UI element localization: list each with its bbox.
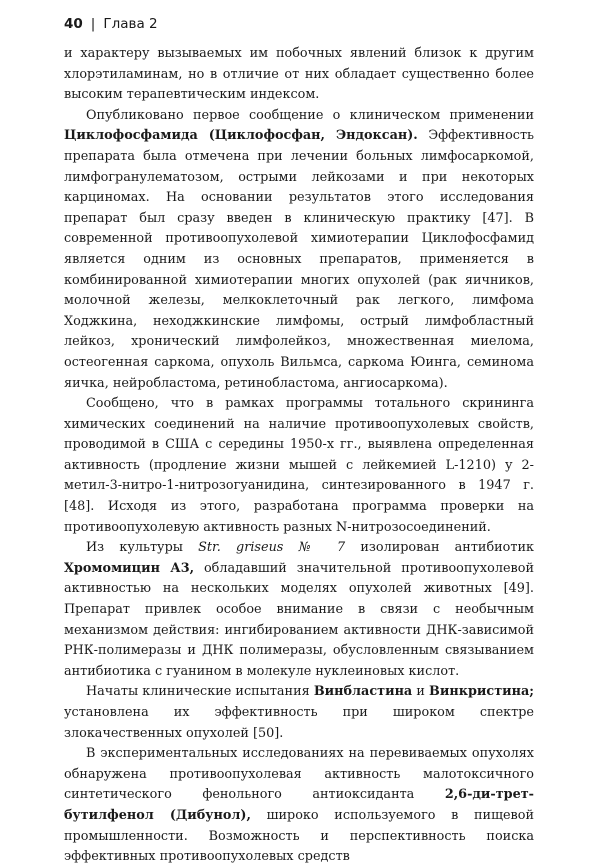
drug-name-vinblastine: Винбластина: [313, 684, 413, 700]
drug-name-cyclophosphamide: Циклофосфамида (Циклофосфан, Эндоксан).: [64, 128, 418, 144]
paragraph-text: Из культуры: [86, 540, 199, 556]
running-header: [64, 14, 534, 34]
body-text: [64, 44, 534, 868]
paragraph-4: [64, 538, 534, 682]
drug-name-vincristine: Винкристина;: [429, 684, 534, 700]
paragraph-6: [64, 744, 534, 868]
paragraph-text: широко используемого в пищевой промышленности. Возможность и перспективность поиска эффективных противоопухолевых средств: [64, 807, 534, 865]
paragraph-text: изолирован антибиотик: [345, 540, 534, 556]
paragraph-text: В экспериментальных исследованиях на перевиваемых опухолях обнаружена противоопухолевая активность малотоксичного синтетического фенольного антиоксиданта: [64, 746, 534, 803]
paragraph-text: и характеру вызываемых им побочных явлений близок к другим хлорэтиламинам, но в отличие от них обладает существенно более высоким терапевтическим индексом.: [64, 46, 534, 103]
paragraph-text: Эффективность препарата была отмечена при лечении больных лимфосаркомой, лимфогранулематозом, острыми лейкозами и при некоторых карциномах. На основании результатов этого исследования препарат был сразу введен в клиническую практику [47]. В современной противоопухолевой химиотерапии Циклофосфамид является одним из основных препаратов, применяется в комбинированной химиотерапии многих опухолей (рак яичников, молочной железы, мелкоклеточный рак легкого, лимфома Ходжкина, неходжкинские лимфомы, острый лимфобластный лейкоз, хронический лимфолейкоз, множественная миелома, остеогенная саркома, опухоль Вильмса, саркома Юинга, семинома яичка, нейробластома, ретинобластома, ангиосаркома).: [64, 128, 534, 391]
paragraph-5: [64, 682, 534, 744]
paragraph-text: Опубликовано первое сообщение о клиническом применении: [86, 107, 534, 123]
paragraph-text: установлена их эффективность при широком спектре злокачественных опухолей [50].: [64, 705, 534, 741]
drug-name-dibunol: 2,6-ди-трет-бутилфенол (Дибунол),: [64, 787, 534, 823]
paragraph-text: Сообщено, что в рамках программы тотального скрининга химических соединений на наличие противоопухолевых свойств, проводимой в США с середины 1950-х гг., выявлена определенная активность (продление жизни мышей с лейкемией L-1210) у 2-метил-3-нитро-1-нитрозогуанидина, синтезированного в 1947 г. [48]. Исходя из этого, разработана программа проверки на противоопухолевую активность разных N-нитрозосоединений.: [64, 396, 534, 535]
drug-name-chromomycin: Хромомицин А3,: [64, 560, 195, 576]
organism-name: Str. griseus № 7: [198, 540, 346, 556]
paragraph-text: обладавший значительной противоопухолевой активностью на нескольких моделях опухолей животных [49]. Препарат привлек особое внимание в связи с необычным механизмом действия: ингибированием активности ДНК-зависимой РНК-полимеразы и ДНК полимеразы, обусловленным связыванием антибиотика с гуанином в молекуле нуклеиновых кислот.: [64, 560, 534, 679]
book-page: [64, 14, 534, 868]
paragraph-3: [64, 394, 534, 538]
paragraph-text: и: [412, 684, 430, 700]
paragraph-text: Начаты клинические испытания: [86, 684, 314, 700]
page-number: 40: [64, 16, 83, 32]
header-separator: |: [90, 16, 96, 32]
paragraph-1: [64, 44, 534, 106]
chapter-title: Глава 2: [103, 16, 158, 32]
paragraph-2: [64, 106, 534, 394]
